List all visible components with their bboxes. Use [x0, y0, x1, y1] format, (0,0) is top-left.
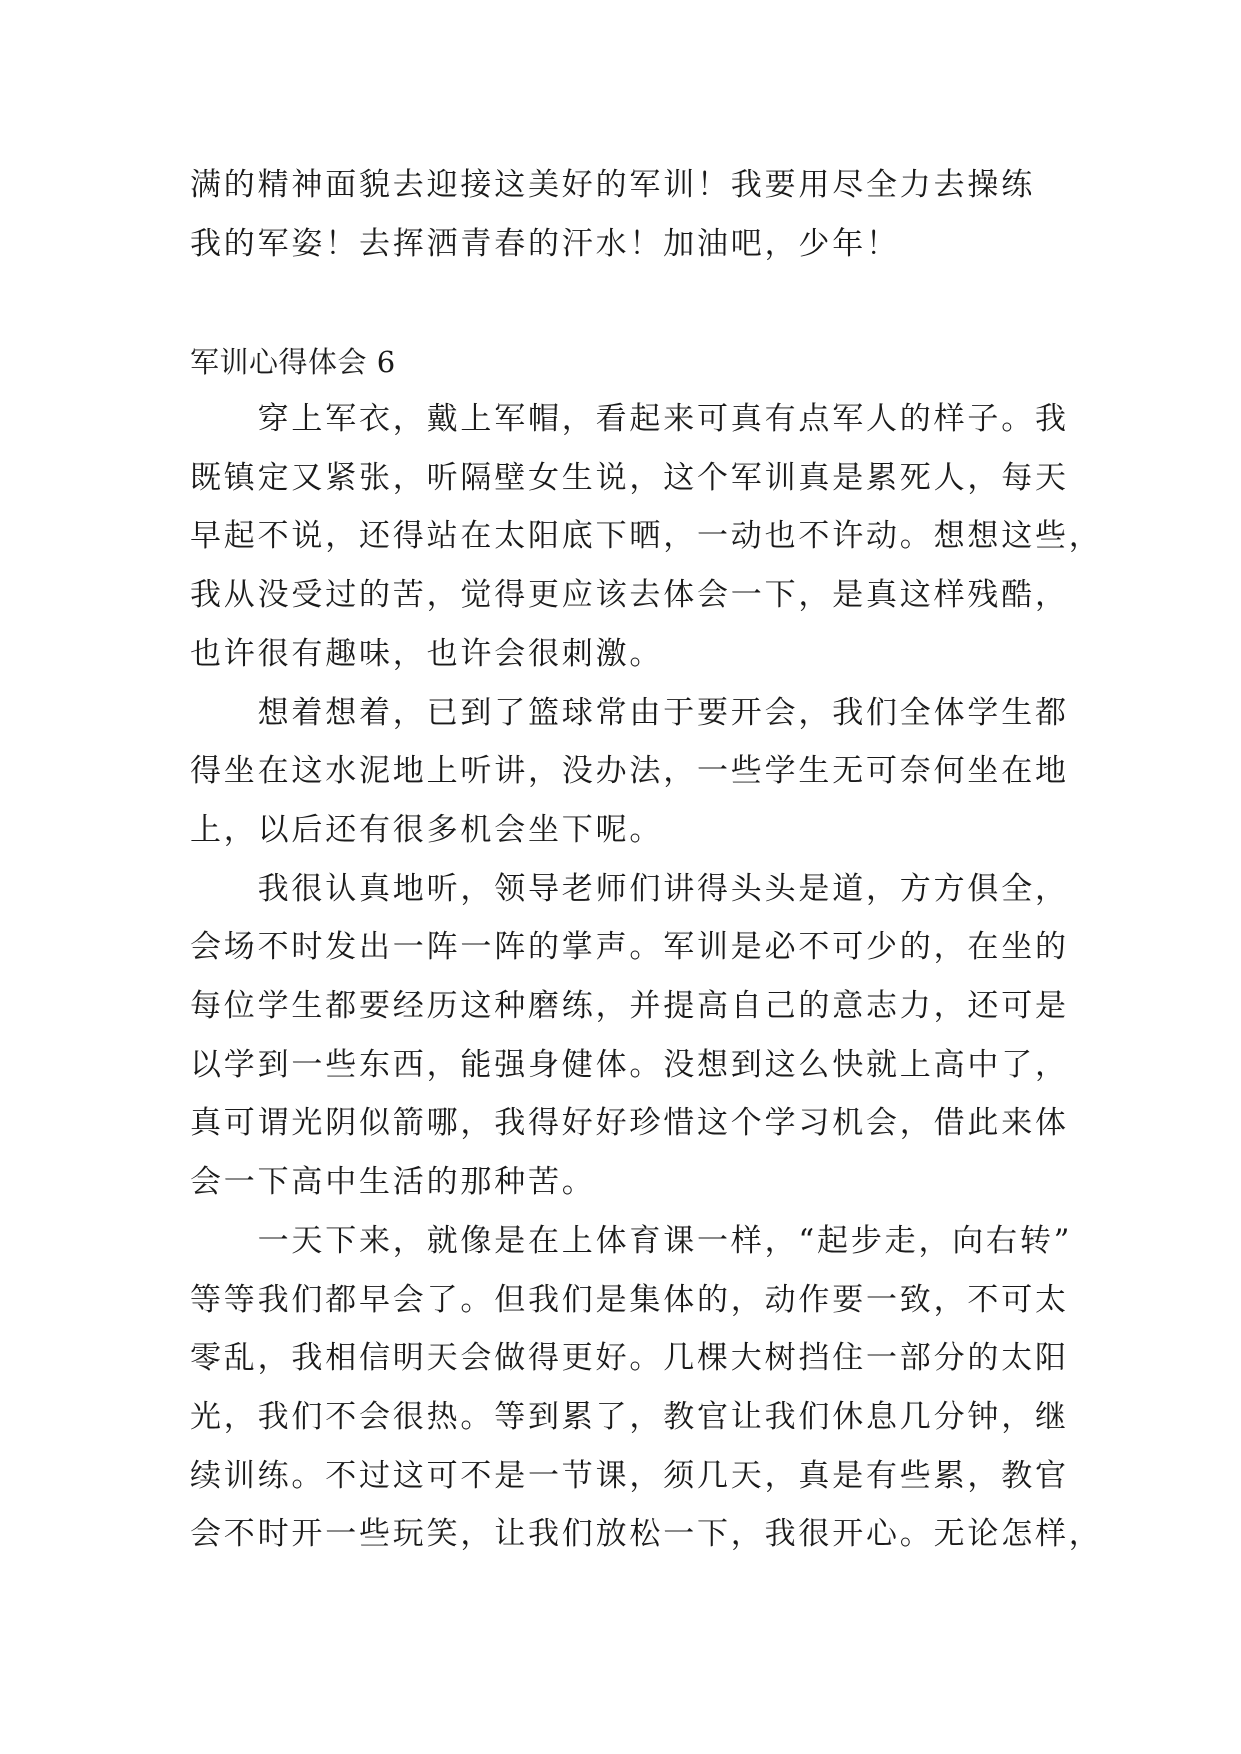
text-line: 光，我们不会很热。等到累了，教官让我们休息几分钟，继 — [190, 1398, 1069, 1435]
text-line: 想着想着，已到了篮球常由于要开会，我们全体学生都 — [190, 694, 1069, 731]
text-line: 等等我们都早会了。但我们是集体的，动作要一致，不可太 — [190, 1281, 1069, 1318]
text-line: 会不时开一些玩笑，让我们放松一下，我很开心。无论怎样， — [190, 1516, 1103, 1553]
text-line: 以学到一些东西，能强身健体。没想到这么快就上高中了， — [190, 1046, 1069, 1083]
text-line: 会场不时发出一阵一阵的掌声。军训是必不可少的，在坐的 — [190, 929, 1069, 966]
intro-paragraph — [190, 156, 1050, 273]
text-line: 每位学生都要经历这种磨练，并提高自己的意志力，还可是 — [190, 988, 1069, 1025]
text-line: 会一下高中生活的那种苦。 — [190, 1164, 596, 1201]
text-line: 满的精神面貌去迎接这美好的军训！我要用尽全力去操练 — [190, 167, 1035, 203]
text-line: 我很认真地听，领导老师们讲得头头是道，方方俱全， — [190, 870, 1069, 907]
text-line: 一天下来，就像是在上体育课一样，“起步走，向右转” — [190, 1222, 1073, 1259]
text-line: 也许很有趣味，也许会很刺激。 — [190, 635, 664, 672]
text-line: 真可谓光阴似箭哪，我得好好珍惜这个学习机会，借此来体 — [190, 1105, 1069, 1142]
text-line: 得坐在这水泥地上听讲，没办法，一些学生无可奈何坐在地 — [190, 753, 1069, 790]
text-line: 我从没受过的苦，觉得更应该去体会一下，是真这样残酷， — [190, 577, 1069, 614]
body-text — [190, 390, 1103, 1564]
text-line: 早起不说，还得站在太阳底下晒，一动也不许动。想想这些， — [190, 518, 1103, 555]
text-line: 穿上军衣，戴上军帽，看起来可真有点军人的样子。我 — [190, 401, 1069, 437]
text-line: 既镇定又紧张，听隔壁女生说，这个军训真是累死人，每天 — [190, 459, 1069, 496]
text-line: 上，以后还有很多机会坐下呢。 — [190, 811, 664, 848]
text-line: 我的军姿！去挥洒青春的汗水！加油吧，少年！ — [190, 225, 900, 262]
section-title: 军训心得体会 6 — [190, 345, 396, 379]
text-line: 续训练。不过这可不是一节课，须几天，真是有些累，教官 — [190, 1457, 1069, 1494]
text-line: 零乱，我相信明天会做得更好。几棵大树挡住一部分的太阳 — [190, 1340, 1069, 1377]
